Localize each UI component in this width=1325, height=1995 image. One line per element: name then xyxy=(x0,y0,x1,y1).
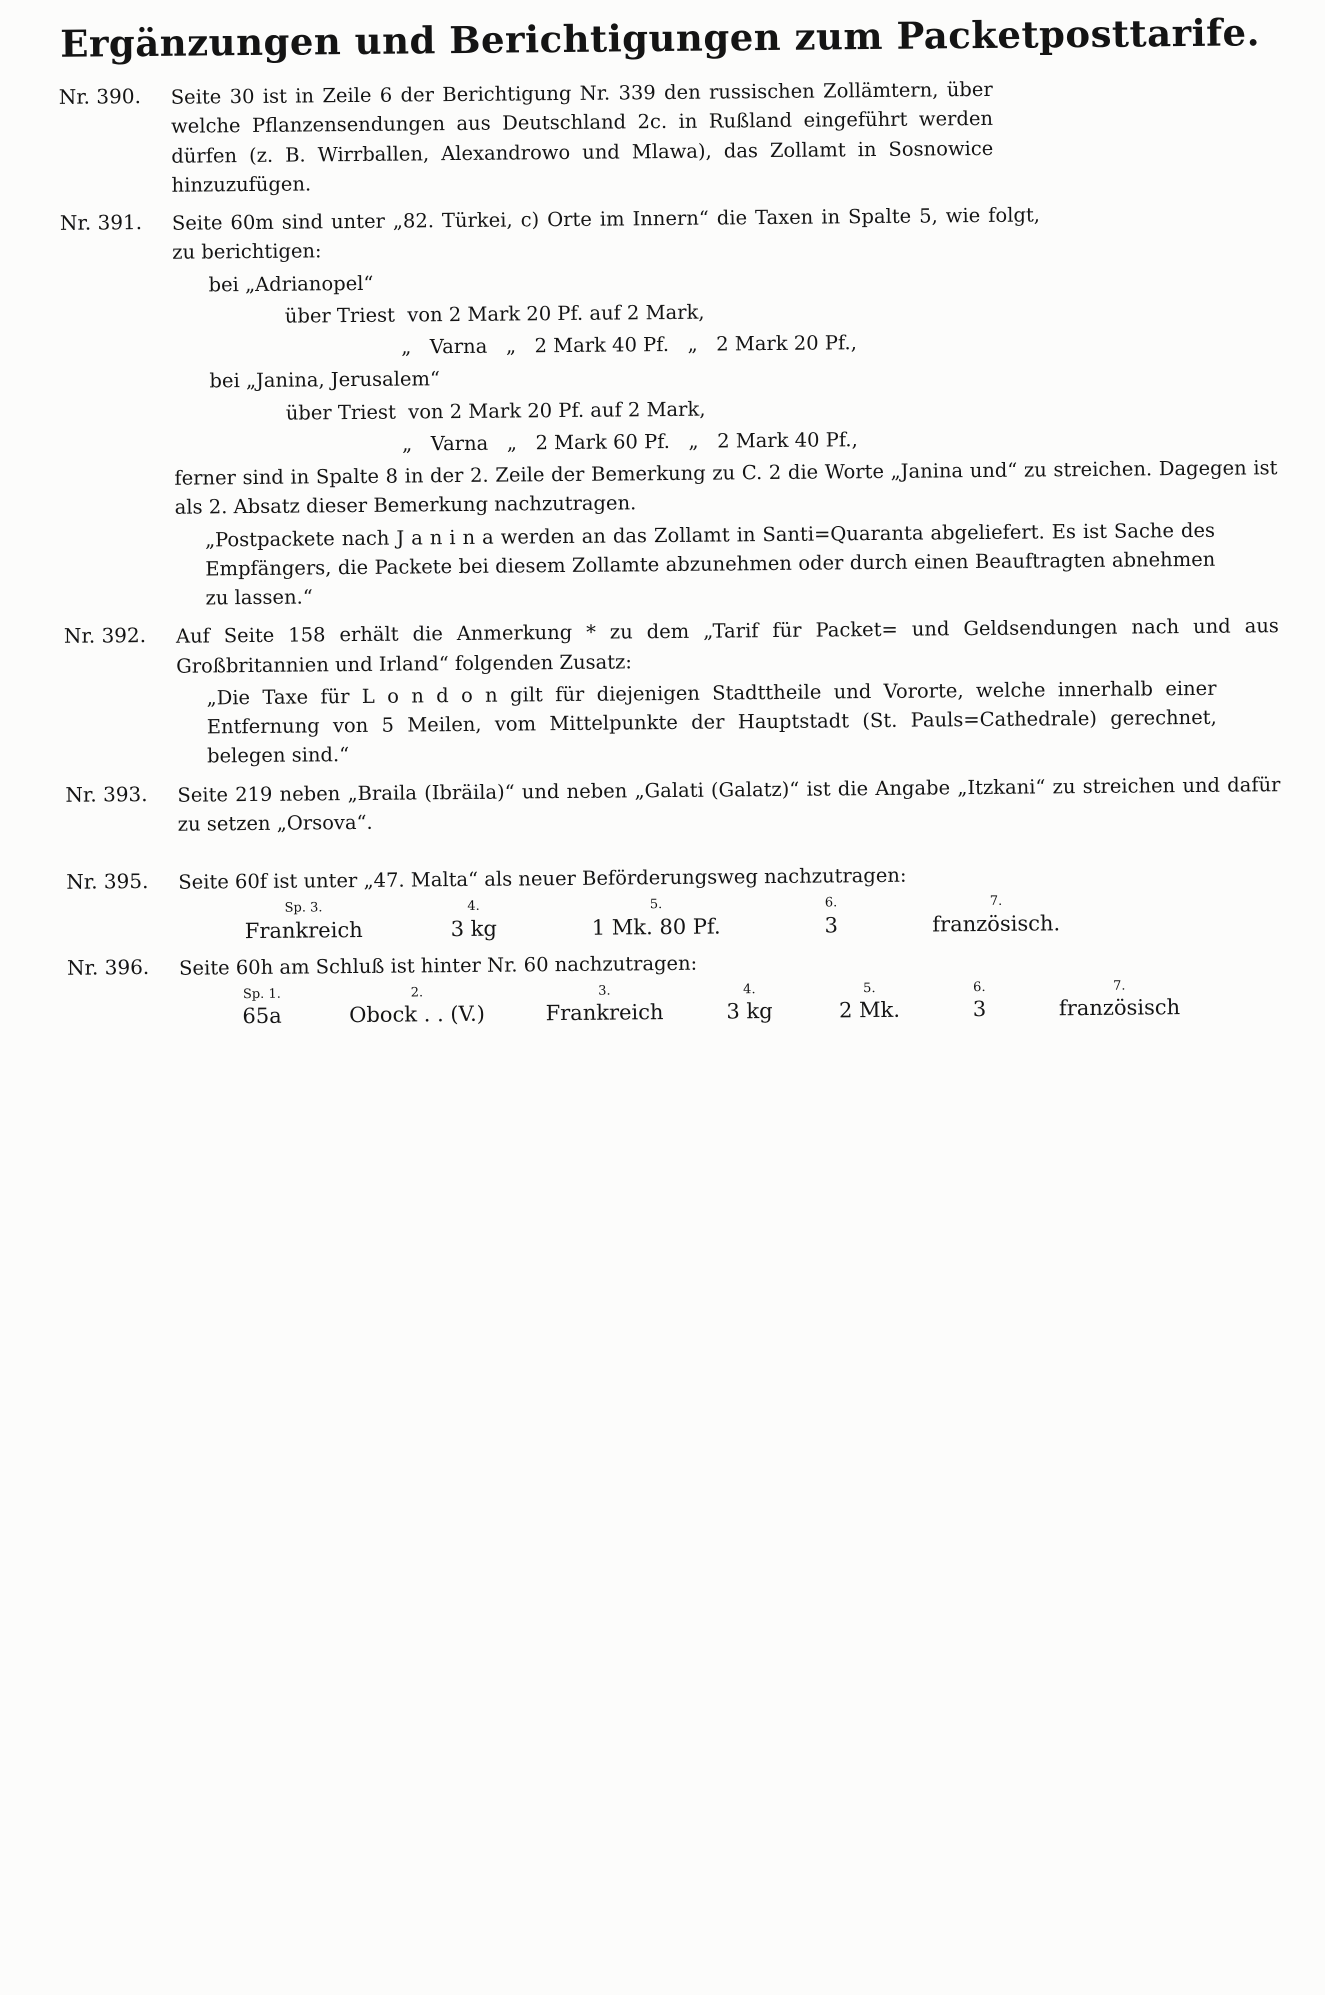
entry-nr392 xyxy=(64,611,1280,775)
entry-nr390 xyxy=(59,72,1275,204)
entry-nr395 xyxy=(66,857,1282,949)
quote-paragraph: „Postpackete nach J a n i n a werden an das Zollamt in Santi=Quaranta abgeliefert. Es ist Sache des Empfängers, die Packete bei diesem Zollamte abzunehmen oder durch einen Beauftragten abnehmen zu lassen.“ xyxy=(204,518,1216,610)
entry-number: Nr. 391. xyxy=(59,210,143,235)
city-heading-janina: bei „Janina, Jerusalem“ xyxy=(209,367,441,393)
column-header: Sp. 3. xyxy=(284,900,323,916)
table-value: französisch. xyxy=(932,910,1061,937)
column-header: 7. xyxy=(989,894,1003,910)
table-value: französisch xyxy=(1058,995,1181,1021)
entry-number: Nr. 395. xyxy=(66,869,149,894)
entry-text: Seite 219 neben „Braila (Ibräila)“ und neben „Galati (Galatz)“ ist die Angabe „Itzkani“ zu streichen und dafür zu setzen „Orsova“. xyxy=(177,772,1281,836)
entry-number: Nr. 390. xyxy=(58,84,141,109)
table-value: 2 Mk. xyxy=(838,998,901,1023)
column-header: 5. xyxy=(649,897,663,913)
table-value: 3 kg xyxy=(726,999,773,1024)
column-header: 6. xyxy=(824,895,838,911)
entry-number: Nr. 396. xyxy=(66,954,150,980)
column-header: 5. xyxy=(863,981,876,997)
entry-text: Seite 60f ist unter „47. Malta“ als neuer Beförderungsweg nachzutragen: xyxy=(178,863,907,894)
table-value: Frankreich xyxy=(244,917,363,943)
table-value: 3 xyxy=(824,912,839,938)
table-value: Obock . . (V.) xyxy=(349,1002,486,1028)
table-value: Frankreich xyxy=(545,1000,664,1026)
table-value: 1 Mk. 80 Pf. xyxy=(591,914,721,940)
entry-text: Seite 60h am Schluß ist hinter Nr. 60 nachzutragen: xyxy=(179,951,698,980)
scanned-sheet xyxy=(58,10,1283,1040)
entry-body xyxy=(179,943,1283,1033)
column-header: 4. xyxy=(743,982,756,998)
column-header: 6. xyxy=(973,980,986,996)
column-header: 7. xyxy=(1113,978,1126,994)
table-value: 3 kg xyxy=(450,916,497,941)
column-header: 3. xyxy=(598,983,611,999)
table-value: 65a xyxy=(242,1004,282,1029)
entry-body xyxy=(171,72,1275,203)
entry-number: Nr. 392. xyxy=(63,623,147,649)
table-value: 3 xyxy=(972,997,987,1022)
entry-text: Auf Seite 158 erhält die Anmerkung * zu dem „Tarif für Packet= und Geldsendungen nach und aus Großbritannien und Irland“ folgenden Zusatz: xyxy=(175,614,1279,678)
tariff-table-malta xyxy=(208,890,1281,945)
entry-nr391 xyxy=(60,198,1279,617)
entry-body xyxy=(177,770,1281,842)
column-header: 2. xyxy=(410,985,424,1001)
entry-text: Seite 30 ist in Zeile 6 der Berichtigung Nr. 339 den russischen Zollämtern, über welche Pflanzensendungen aus Deutschland 2c. in Rußland eingeführt werden dürfen (z. B. Wirrballen, Alexandrowo und Mlawa), das Zollamt in Sosnowice hinzuzufügen. xyxy=(170,77,994,197)
entry-body xyxy=(176,611,1280,774)
tariff-table-obock xyxy=(209,976,1282,1031)
column-header: 4. xyxy=(467,899,480,915)
entry-nr393 xyxy=(65,770,1281,843)
entry-body xyxy=(178,857,1282,947)
entry-text: Seite 60m sind unter „82. Türkei, c) Orte im Innern“ die Taxen in Spalte 5, wie folgt, zu berichtigen: xyxy=(171,203,1041,264)
city-heading-adrianopel: bei „Adrianopel“ xyxy=(208,271,374,296)
tax-line: „ Varna „ 2 Mark 40 Pf. „ 2 Mark 20 Pf., xyxy=(401,331,857,359)
entry-body xyxy=(172,198,1279,616)
entry-nr396 xyxy=(67,943,1283,1035)
tax-line: „ Varna „ 2 Mark 60 Pf. „ 2 Mark 40 Pf., xyxy=(401,427,858,456)
column-header: Sp. 1. xyxy=(242,986,281,1003)
entry-number: Nr. 393. xyxy=(65,781,148,807)
quote-paragraph: „Die Taxe für L o n d o n gilt für diejenigen Stadttheile und Vororte, welche innerhalb einer Entfernung von 5 Meilen, vom Mittelpunkte der Hauptstadt (St. Pauls=Cathedrale) gerechnet, belegen sind.“ xyxy=(206,676,1217,768)
tax-line: über Triest von 2 Mark 20 Pf. auf 2 Mark, xyxy=(284,300,705,328)
entry-text: ferner sind in Spalte 8 in der 2. Zeile der Bemerkung zu C. 2 die Worte „Janina und“ zu streichen. Dagegen ist als 2. Absatz dieser Bemerkung nachzutragen. xyxy=(174,456,1278,519)
page-title: Ergänzungen und Berichtigungen zum Packetposttarife. xyxy=(60,10,1261,66)
tax-line: über Triest von 2 Mark 20 Pf. auf 2 Mark, xyxy=(285,397,706,425)
